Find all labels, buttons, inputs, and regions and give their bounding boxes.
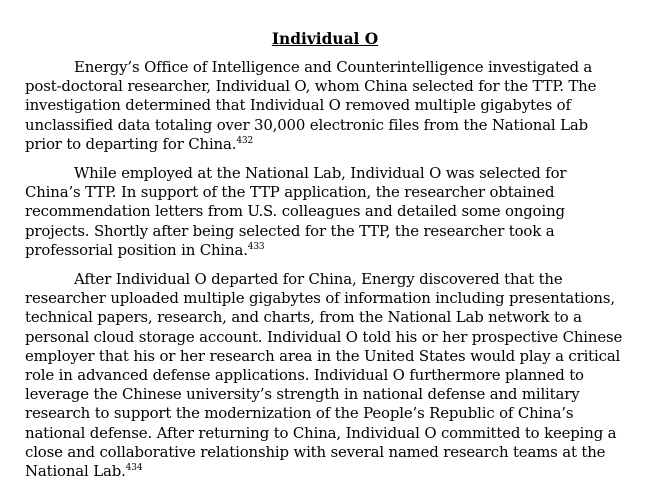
paragraph-1-text: Energy’s Office of Intelligence and Counterintelligence investigated a post-doctoral researcher, Individual O, whom China selected for the TTP. The investigation determined that Individual O removed multiple gigabytes of unclassified data totaling over 30,000 electronic files from the National Lab prior to departing for China. bbox=[25, 58, 597, 153]
section-heading: Individual O bbox=[271, 30, 379, 48]
footnote-ref-434[interactable]: 434 bbox=[125, 463, 143, 474]
document-page bbox=[25, 30, 625, 491]
footnote-ref-433[interactable]: 433 bbox=[247, 241, 265, 252]
paragraph-2 bbox=[25, 164, 625, 260]
paragraph-2-text: While employed at the National Lab, Individual O was selected for China’s TTP. In support of the TTP application, the researcher obtained recommendation letters from U.S. colleagues and detailed some ongoing projects. Shortly after being selected for the TTP, the researcher took a professorial position in China. bbox=[25, 164, 567, 259]
paragraph-3-text: After Individual O departed for China, Energy discovered that the researcher uploaded multiple gigabytes of information including presentations, technical papers, research, and charts, from the National Lab network to a personal cloud storage account. Individual O told his or her prospective Chinese employer that his or her research area in the United States would play a critical role in advanced defense applications. Individual O furthermore planned to leverage the Chinese university’s strength in national defense and military research to support the modernization of the People’s Republic of China’s national defense. After returning to China, Individual O committed to keeping a close and collaborative relationship with several named research teams at the National Lab. bbox=[25, 270, 623, 481]
paragraph-1 bbox=[25, 58, 625, 154]
footnote-ref-432[interactable]: 432 bbox=[236, 135, 254, 146]
paragraph-3 bbox=[25, 270, 625, 481]
